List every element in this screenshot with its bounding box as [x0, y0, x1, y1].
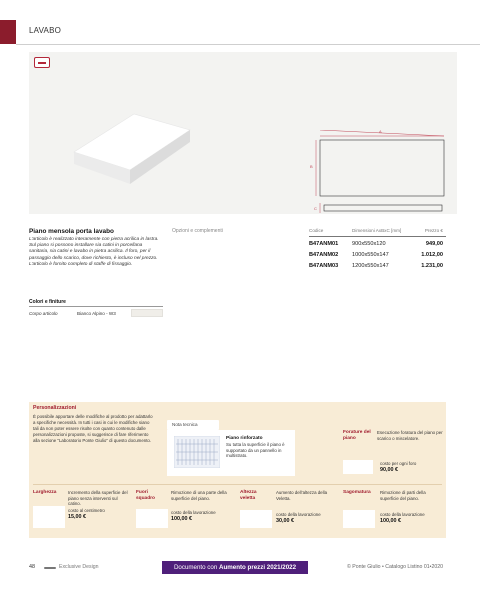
out-of-square-price-label: costo della lavorazione — [171, 510, 216, 515]
width-text: Incremento della superficie del piano senza interventi sul catino. — [68, 490, 128, 507]
technical-note-text: Su tutta la superficie il piano è supportato da un pannello in multistrato. — [226, 442, 285, 459]
side-view-outline — [324, 205, 442, 211]
shaping-price: 100,00 € — [380, 518, 401, 524]
veletta-height-text: Aumento dell’altezza della Veletta. — [276, 490, 328, 501]
brand-logo-icon — [44, 567, 56, 569]
footer-banner — [162, 561, 308, 574]
dimension-a-label: A — [379, 129, 382, 134]
header-price: Prezzo € — [424, 228, 443, 233]
dimension-drawing — [314, 130, 450, 220]
width-price: 15,00 € — [68, 514, 86, 520]
veletta-height-price-label: costo della lavorazione — [276, 512, 321, 517]
technical-note-tab: Nota tecnica — [167, 420, 219, 430]
product-description: L’articolo è realizzato interamente con pietra acrilica in lastra. Sul piano si possono installare sia catini in porcellana sanitaria, sia catini e lavabo in pietra acrilica. Il foro, per il passaggio dello scarico, dove richiesto, è incluso nel prezzo. L’articolo è fornito completo di staffe di fissaggio. — [29, 237, 159, 267]
row-price: 1.231,00 — [421, 263, 443, 269]
footer-brand: Exclusive Design — [59, 564, 99, 570]
reinforced-panel-icon — [174, 436, 220, 468]
out-of-square-label: Fuori squadro — [136, 490, 155, 501]
shaping-illustration — [343, 510, 375, 528]
row-dims: 900x550x120 — [352, 241, 386, 247]
header-code: Codice — [309, 228, 324, 233]
veletta-height-illustration — [240, 510, 272, 528]
material-badge-icon — [34, 57, 50, 68]
dimension-c-label: C — [314, 206, 317, 211]
row-price: 1.012,00 — [421, 252, 443, 258]
width-label: Larghezza — [33, 490, 57, 495]
finishes-divider — [29, 306, 163, 307]
table-header-divider — [309, 236, 446, 237]
out-of-square-illustration — [136, 509, 168, 528]
product-illustration — [72, 108, 192, 188]
top-view-outline — [320, 140, 444, 196]
options-title: Opzioni e complementi — [172, 228, 223, 234]
width-illustration — [33, 506, 65, 528]
finish-label: Corpo articolo — [29, 311, 58, 316]
footer-copyright: © Ponte Giulio • Catalogo Listino 01•2020 — [347, 564, 443, 570]
drilling-price-label: costo per ogni foro — [380, 461, 417, 466]
footer-banner-prefix: Documento con — [173, 564, 218, 571]
row-price: 949,00 — [425, 241, 443, 247]
product-title: Piano mensola porta lavabo — [29, 228, 114, 235]
row-dims: 1200x550x147 — [352, 263, 389, 269]
out-of-square-price: 100,00 € — [171, 516, 192, 522]
row-dims: 1000x550x147 — [352, 252, 389, 258]
customizations-divider — [33, 484, 442, 485]
row-code: B47ANM03 — [309, 263, 339, 269]
veletta-height-price: 30,00 € — [276, 518, 294, 524]
dimension-a-line — [320, 130, 444, 136]
out-of-square-text: Rimozione di una parte della superficie del piano. — [171, 490, 227, 501]
section-title: LAVABO — [29, 26, 62, 35]
row-code: B47ANM02 — [309, 252, 339, 258]
row-code: B47ANM01 — [309, 241, 339, 247]
dimension-b-label: B — [310, 164, 313, 169]
technical-note-title: Piano rinforzato — [226, 436, 263, 441]
finishes-title: Colori e finiture — [29, 299, 66, 305]
section-tab — [0, 20, 16, 44]
page-number: 48 — [29, 564, 35, 570]
drilling-price: 90,00 € — [380, 467, 398, 473]
finish-swatch — [131, 309, 163, 317]
customizations-text: È possibile apportare delle modifiche al prodotto per adattarlo a specifiche necessità. In tutti i casi in cui le modifiche siano tali da non poter essere risolte con quanto contenuto dalle personalizzazioni proposte, si suggerisce di fare riferimento alla sezione "Laboratorio Ponte Giulio" di questo documento. — [33, 414, 153, 444]
shaping-text: Rimozione di parti della superficie del piano. — [380, 490, 426, 501]
veletta-height-label: Altezza veletta — [240, 490, 257, 501]
width-price-label: costo al centimetro — [68, 508, 105, 513]
drilling-text: Esecuzione foratura del piano per scarico o miscelatore. — [377, 430, 443, 441]
drilling-illustration — [343, 460, 373, 474]
header-dims: Dimensioni AxBxC [mm] — [352, 228, 402, 233]
shaping-label: Sagomatura — [343, 490, 371, 495]
drilling-label: Forature del piano — [343, 430, 371, 441]
header-divider — [16, 44, 480, 45]
shaping-price-label: costo della lavorazione — [380, 512, 425, 517]
footer-banner-bold: Aumento prezzi 2021/2022 — [219, 564, 297, 571]
customizations-title: Personalizzazioni — [33, 405, 77, 411]
finish-value: Bianco Alpino - W3 — [77, 311, 116, 316]
